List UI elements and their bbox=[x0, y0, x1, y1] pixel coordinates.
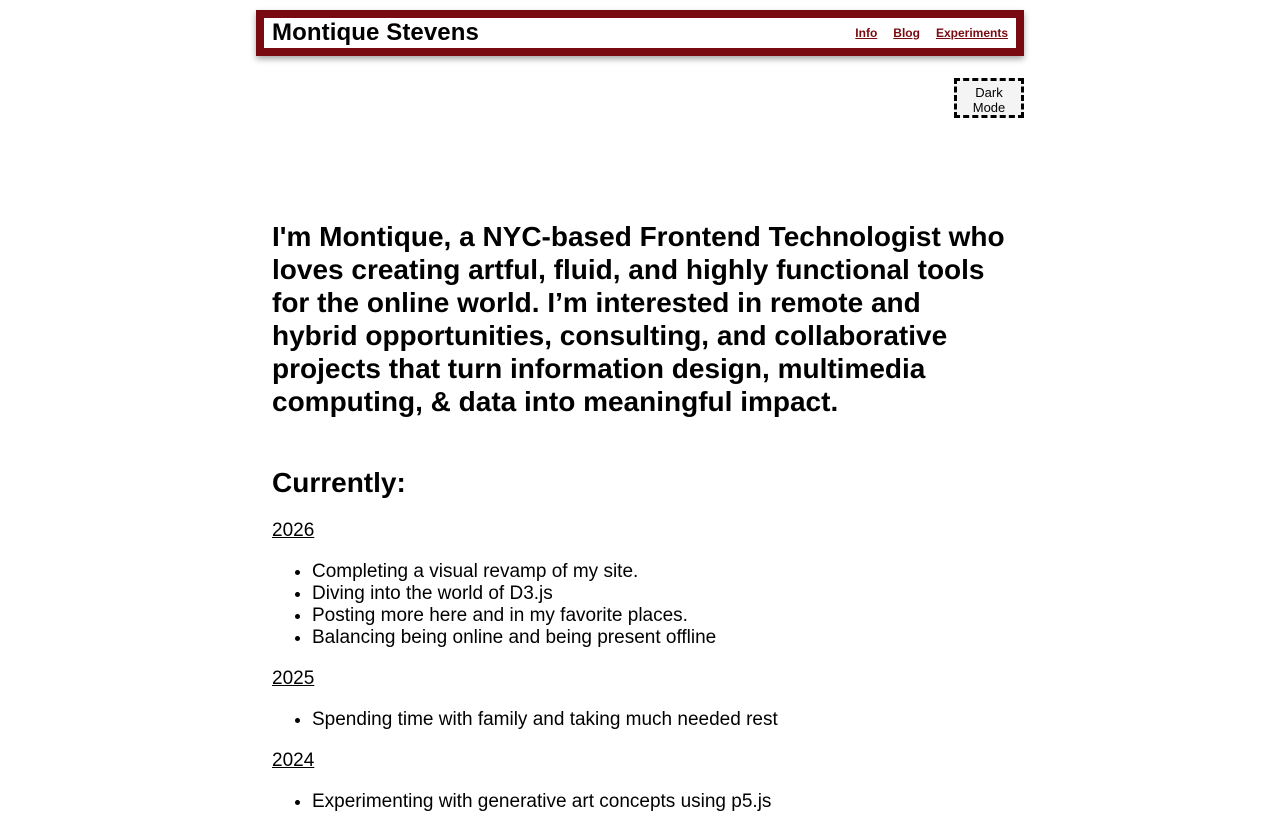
currently-section bbox=[272, 520, 1012, 832]
year-link-2025[interactable]: 2025 bbox=[272, 668, 315, 689]
nav-link-experiments[interactable]: Experiments bbox=[935, 26, 1008, 40]
year-link-2024[interactable]: 2024 bbox=[272, 750, 315, 771]
list-item: • Posting more here and in my favorite places. bbox=[312, 605, 1012, 627]
intro-statement: I'm Montique, a NYC-based Frontend Technologist who loves creating artful, fluid, and highly functional tools for the online world. I’m interested in remote and hybrid opportunities, consulting, and collaborative projects that turn information design, multimedia computing, & data into meaningful impact. bbox=[272, 221, 1005, 417]
list-item: • Completing a visual revamp of my site. bbox=[312, 561, 1012, 583]
list-item: • Balancing being online and being present offline bbox=[312, 627, 1012, 649]
year-list-2026 bbox=[272, 561, 1012, 649]
list-item: • Experimenting with generative art concepts using p5.js bbox=[312, 791, 1012, 813]
currently-heading: Currently: bbox=[272, 467, 406, 498]
dark-mode-toggle[interactable] bbox=[954, 78, 1024, 118]
list-item: • Diving into the world of D3.js bbox=[312, 583, 1012, 605]
year-list-2024 bbox=[272, 791, 1012, 813]
header-bar bbox=[264, 18, 1016, 48]
year-link-2026[interactable]: 2026 bbox=[272, 520, 315, 541]
nav-link-info[interactable]: Info bbox=[855, 26, 878, 40]
year-list-2025 bbox=[272, 709, 1012, 731]
site-header bbox=[256, 10, 1024, 56]
dark-mode-label-line2: Mode bbox=[972, 100, 1006, 115]
nav-link-blog[interactable]: Blog bbox=[893, 26, 920, 40]
main-nav bbox=[855, 26, 1008, 40]
list-item: • Spending time with family and taking much needed rest bbox=[312, 709, 1012, 731]
site-title[interactable]: Montique Stevens bbox=[272, 19, 479, 46]
dark-mode-label-line1: Dark bbox=[975, 85, 1003, 100]
